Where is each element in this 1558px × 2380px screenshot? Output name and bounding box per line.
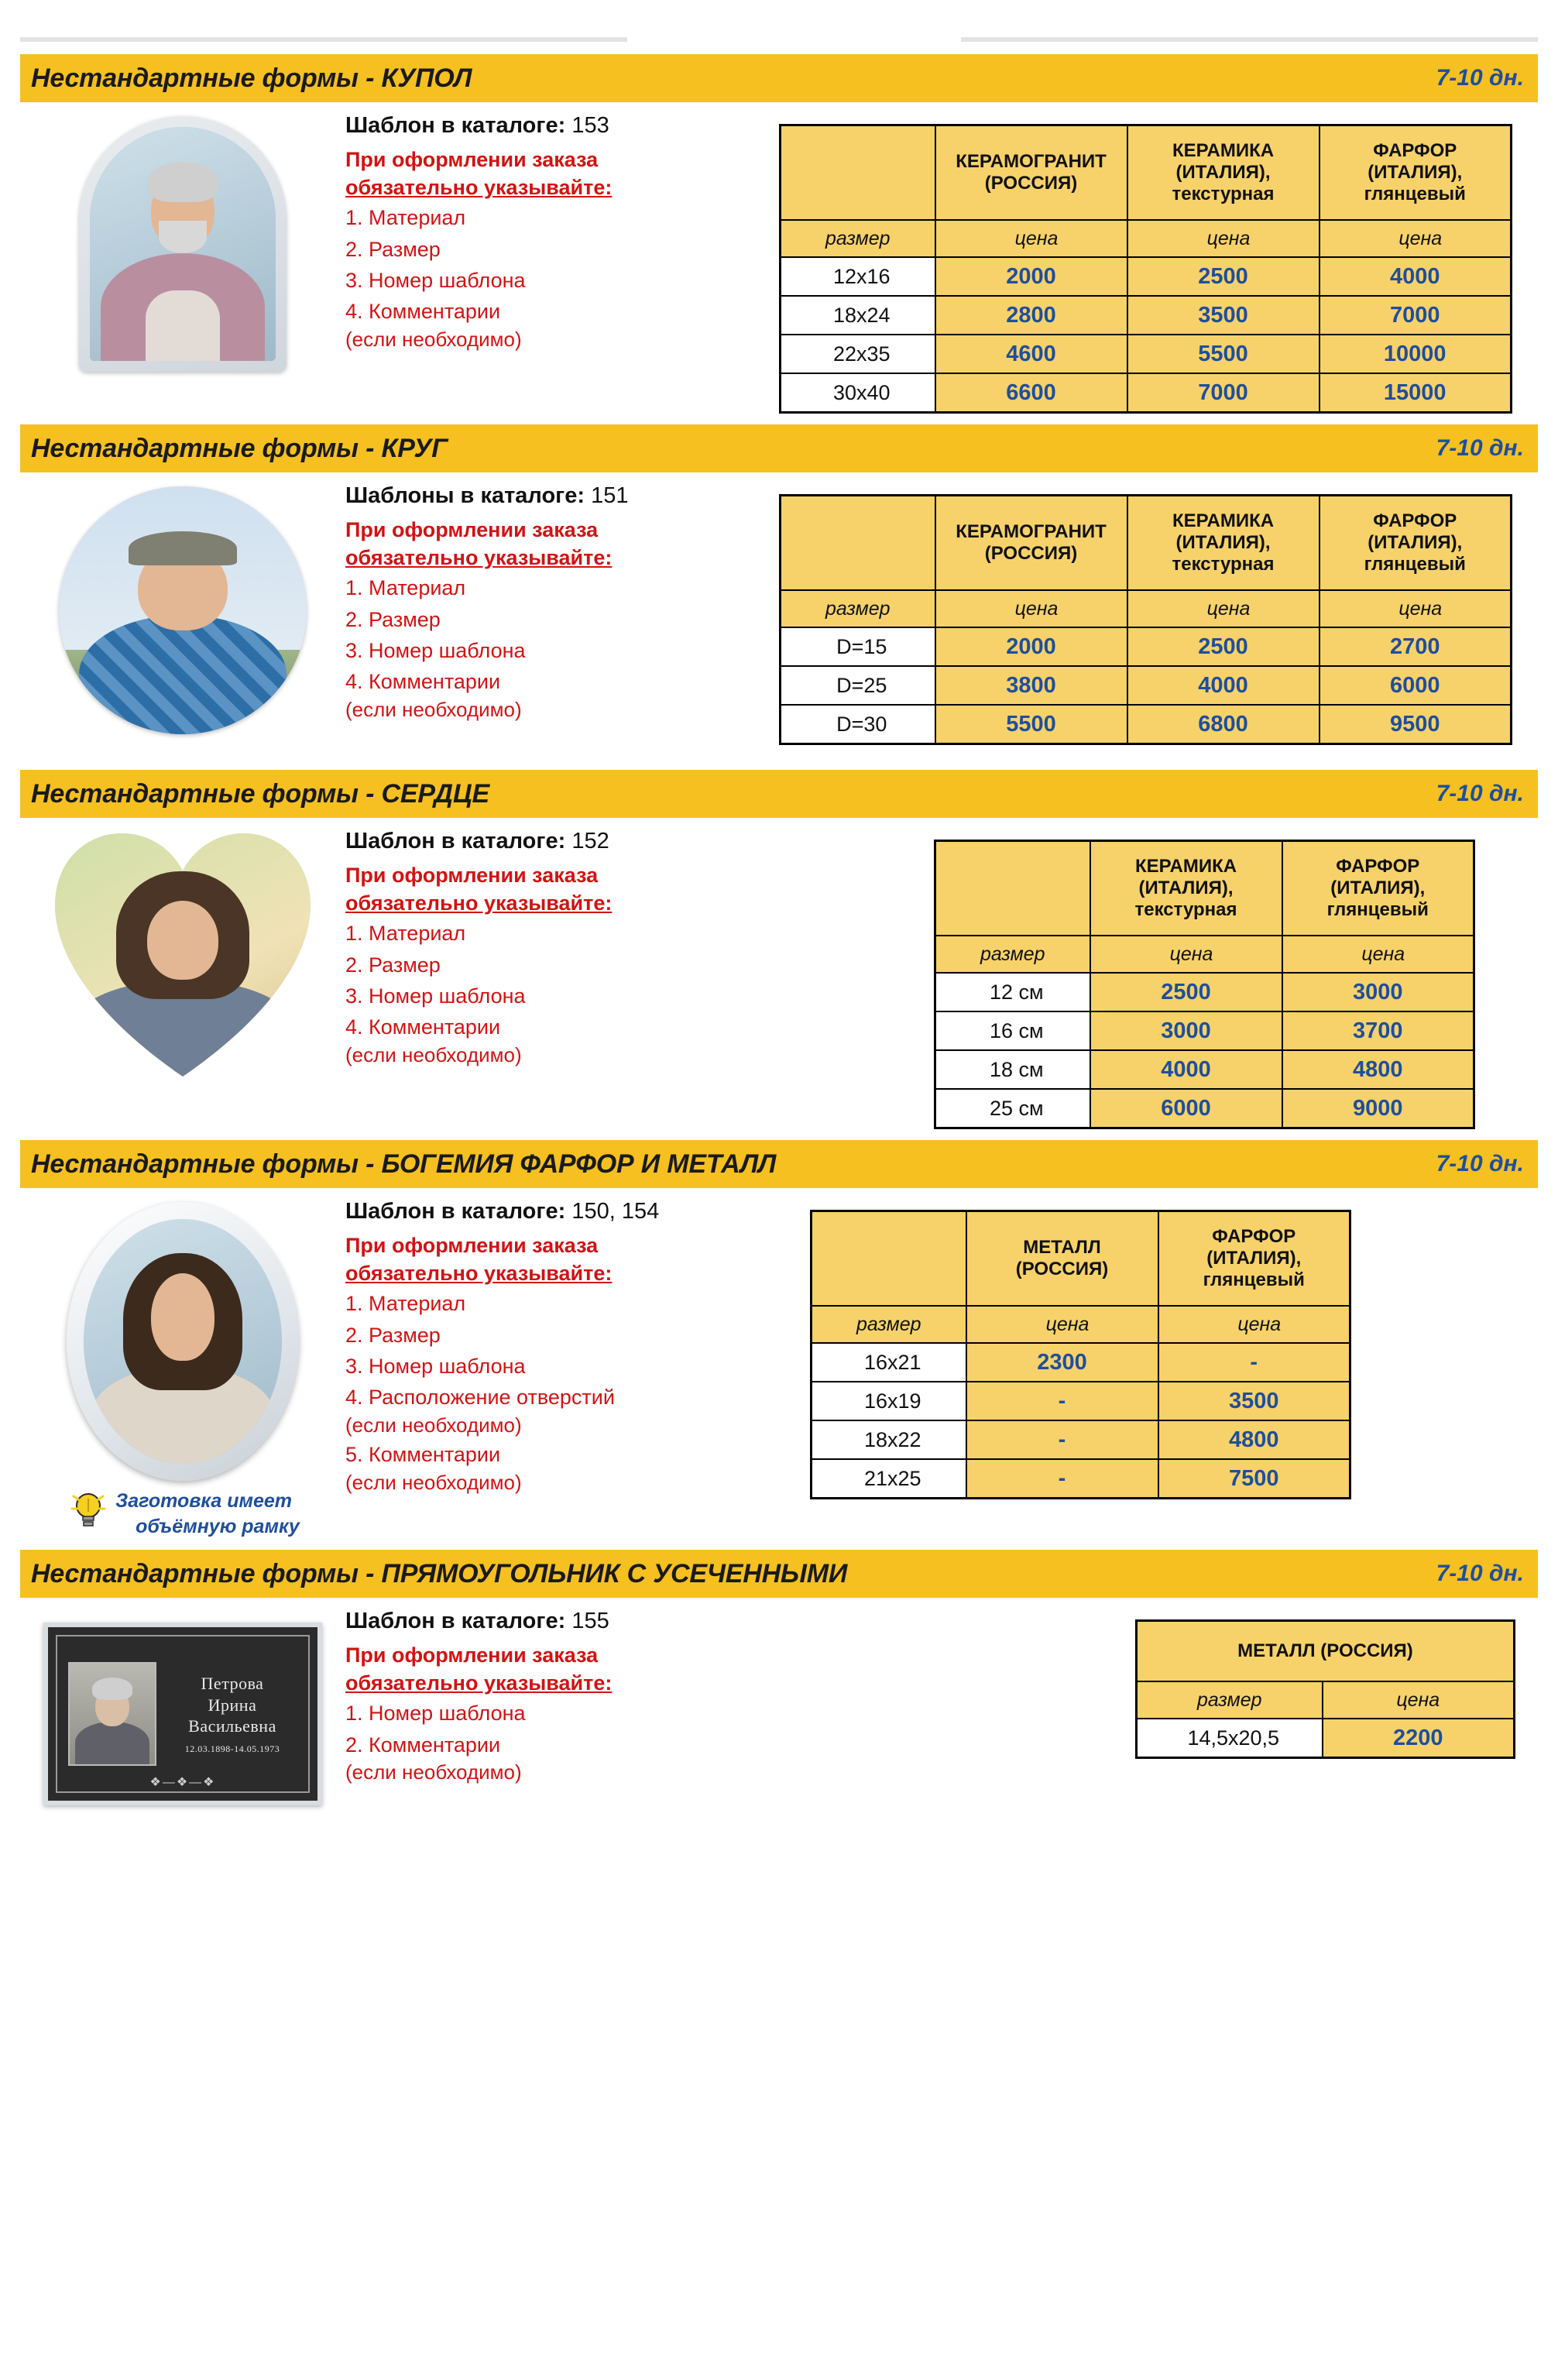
info-column xyxy=(345,1606,779,1786)
price-cell: 6000 xyxy=(1090,1089,1282,1128)
order-note-line1: При оформлении заказа xyxy=(345,864,599,887)
template-value: 155 xyxy=(571,1609,609,1633)
price-header: цена xyxy=(1319,590,1512,627)
table-row xyxy=(781,627,1512,666)
price-cell: 10000 xyxy=(1319,335,1512,373)
list-item: 4. Комментарии xyxy=(345,670,501,694)
plaque-name-line1: Петрова xyxy=(201,1674,264,1694)
table-column xyxy=(779,1196,1538,1499)
price-cell: 4800 xyxy=(1158,1420,1350,1459)
table-row xyxy=(781,666,1512,705)
info-column xyxy=(345,826,779,1068)
page-top-strip xyxy=(20,0,1538,43)
price-table-heart xyxy=(934,840,1475,1129)
material-line1: ФАРФОР xyxy=(1373,139,1457,161)
material-line1: МЕТАЛЛ xyxy=(1023,1236,1101,1258)
price-cell: 2500 xyxy=(1127,627,1319,666)
size-cell: 16x21 xyxy=(812,1343,966,1382)
price-table-rectangle xyxy=(1135,1619,1515,1759)
material-header xyxy=(1127,125,1319,221)
order-note-line2: обязательно указывайте: xyxy=(345,175,613,199)
price-header: цена xyxy=(1090,936,1282,973)
size-cell: 16 см xyxy=(935,1011,1090,1050)
order-note-line1: При оформлении заказа xyxy=(345,1643,599,1667)
table-row xyxy=(812,1382,1350,1420)
table-column xyxy=(779,1606,1538,1759)
tip-line1: Заготовка имеет xyxy=(115,1490,293,1512)
size-header: размер xyxy=(1137,1681,1323,1719)
list-item: 2. Комментарии xyxy=(345,1733,501,1757)
size-header: размер xyxy=(812,1306,966,1343)
list-item: 5. Комментарии xyxy=(345,1443,501,1467)
size-cell: D=15 xyxy=(781,627,935,666)
size-cell: 21x25 xyxy=(812,1459,966,1499)
size-cell: 18 см xyxy=(935,1050,1090,1089)
table-row xyxy=(812,1459,1350,1499)
material-line1: КЕРАМОГРАНИТ xyxy=(956,150,1107,172)
plaque-photo-sample xyxy=(43,1623,322,1805)
list-item: 3. Номер шаблона xyxy=(345,268,526,292)
table-header-row xyxy=(812,1211,1350,1307)
material-line3: глянцевый xyxy=(1364,554,1466,575)
section-term: 7-10 дн. xyxy=(1436,1151,1524,1176)
price-header: цена xyxy=(1319,220,1512,257)
list-item: 3. Номер шаблона xyxy=(345,638,526,662)
price-cell: - xyxy=(966,1459,1158,1499)
price-cell: - xyxy=(966,1382,1158,1420)
section-body-rectangle xyxy=(20,1598,1538,1805)
tip-line2: объёмную рамку xyxy=(136,1515,300,1537)
material-line3: текстурная xyxy=(1172,184,1275,205)
material-line2: (ИТАЛИЯ), xyxy=(1175,531,1271,553)
material-line1: ФАРФОР xyxy=(1336,855,1420,877)
tip-row xyxy=(66,1489,300,1539)
material-line3: глянцевый xyxy=(1203,1269,1305,1291)
size-cell: 22x35 xyxy=(781,335,935,373)
table-corner-cell xyxy=(935,841,1090,936)
material-line2: (ИТАЛИЯ), xyxy=(1368,161,1463,183)
table-row xyxy=(935,1011,1474,1050)
template-value: 153 xyxy=(571,113,609,138)
price-cell: 2000 xyxy=(935,627,1127,666)
template-value: 150, 154 xyxy=(571,1199,660,1224)
optional-note: (если необходимо) xyxy=(345,1760,522,1784)
section-body-dome xyxy=(20,102,1538,414)
material-line3: глянцевый xyxy=(1326,899,1429,921)
material-line2: (ИТАЛИЯ), xyxy=(1368,531,1463,553)
price-cell: 4000 xyxy=(1090,1050,1282,1089)
price-cell: 3000 xyxy=(1090,1011,1282,1050)
section-term: 7-10 дн. xyxy=(1436,781,1524,806)
material-line1: КЕРАМОГРАНИТ xyxy=(956,520,1107,542)
material-header xyxy=(935,125,1127,221)
price-header: цена xyxy=(1127,590,1319,627)
material-line1: ФАРФОР xyxy=(1212,1225,1296,1247)
table-header-row xyxy=(781,125,1512,221)
plaque-ornament: ❖—❖—❖ xyxy=(149,1776,216,1789)
price-header: цена xyxy=(1127,220,1319,257)
heart-photo-sample xyxy=(55,832,311,1078)
material-header xyxy=(1319,496,1512,591)
size-cell: 30x40 xyxy=(781,373,935,413)
section-header-dome xyxy=(20,54,1538,102)
lightbulb-icon xyxy=(70,1490,106,1534)
circle-photo-sample xyxy=(59,486,307,734)
optional-note: (если необходимо) xyxy=(345,327,522,351)
list-item: 1. Номер шаблона xyxy=(345,1702,526,1726)
table-row xyxy=(935,973,1474,1011)
list-item: 2. Размер xyxy=(345,607,441,631)
list-item: 1. Материал xyxy=(345,576,466,600)
section-title: Нестандартные формы - ПРЯМОУГОЛЬНИК С УСЕЧЕННЫМИ xyxy=(31,1558,848,1588)
price-header: цена xyxy=(935,590,1127,627)
plaque-name-line3: Васильевна xyxy=(188,1716,276,1736)
price-cell: 6800 xyxy=(1127,705,1319,744)
price-cell: 2700 xyxy=(1319,627,1512,666)
top-strip-left xyxy=(20,37,627,42)
price-cell: 4000 xyxy=(1127,666,1319,705)
order-note-line1: При оформлении заказа xyxy=(345,148,599,171)
list-item: 3. Номер шаблона xyxy=(345,984,526,1008)
price-cell: 4000 xyxy=(1319,257,1512,296)
size-header: размер xyxy=(781,590,935,627)
table-column xyxy=(779,110,1538,414)
template-label: Шаблоны в каталоге: xyxy=(345,483,585,508)
price-header: цена xyxy=(966,1306,1158,1343)
top-strip-right xyxy=(961,37,1538,42)
template-label: Шаблон в каталоге: xyxy=(345,1609,566,1633)
price-cell: 4800 xyxy=(1282,1050,1474,1089)
list-item: 2. Размер xyxy=(345,953,441,977)
table-subheader-row xyxy=(781,590,1512,627)
table-row xyxy=(935,1089,1474,1128)
tip-text xyxy=(115,1489,300,1539)
material-header xyxy=(1127,496,1319,591)
size-cell: 14,5x20,5 xyxy=(1137,1719,1323,1758)
template-line xyxy=(345,829,779,854)
price-header: цена xyxy=(1158,1306,1350,1343)
material-header xyxy=(935,496,1127,591)
price-cell: 3500 xyxy=(1127,296,1319,335)
size-cell: 16x19 xyxy=(812,1382,966,1420)
table-row xyxy=(781,373,1512,413)
price-table-circle xyxy=(779,494,1512,745)
size-cell: 18x22 xyxy=(812,1420,966,1459)
table-row xyxy=(781,705,1512,744)
material-line3: текстурная xyxy=(1134,899,1237,921)
photo-column xyxy=(20,1606,345,1805)
plaque-name-line2: Ирина xyxy=(208,1695,257,1715)
material-line1: КЕРАМИКА xyxy=(1172,510,1275,531)
price-header: цена xyxy=(935,220,1127,257)
material-line3: глянцевый xyxy=(1364,184,1466,205)
photo-column xyxy=(20,480,345,734)
price-cell: 7000 xyxy=(1319,296,1512,335)
price-header: цена xyxy=(1282,936,1474,973)
price-cell: 5500 xyxy=(1127,335,1319,373)
price-cell: 2200 xyxy=(1323,1719,1515,1758)
table-column xyxy=(779,480,1538,745)
table-corner-cell xyxy=(781,496,935,591)
material-header xyxy=(1282,841,1474,936)
oval-photo-sample xyxy=(67,1202,299,1481)
optional-note: (если необходимо) xyxy=(345,697,522,721)
info-column xyxy=(345,1196,779,1496)
size-header: размер xyxy=(781,220,935,257)
price-cell: 2300 xyxy=(966,1343,1158,1382)
table-row xyxy=(781,335,1512,373)
template-value: 151 xyxy=(591,483,629,508)
template-label: Шаблон в каталоге: xyxy=(345,1199,566,1224)
material-line2: (ИТАЛИЯ), xyxy=(1175,161,1271,183)
section-term: 7-10 дн. xyxy=(1436,1561,1524,1586)
price-cell: 2000 xyxy=(935,257,1127,296)
order-note-line2: обязательно указывайте: xyxy=(345,1261,613,1285)
table-row xyxy=(781,257,1512,296)
order-note-line1: При оформлении заказа xyxy=(345,518,599,541)
price-cell: 2500 xyxy=(1127,257,1319,296)
table-subheader-row xyxy=(812,1306,1350,1343)
template-line xyxy=(345,1199,779,1224)
size-cell: D=25 xyxy=(781,666,935,705)
size-cell: 12x16 xyxy=(781,257,935,296)
price-cell: - xyxy=(1158,1343,1350,1382)
material-line2: (ИТАЛИЯ), xyxy=(1138,877,1234,898)
price-cell: - xyxy=(966,1420,1158,1459)
price-cell: 7500 xyxy=(1158,1459,1350,1499)
plaque-dates: 12.03.1898-14.05.1973 xyxy=(184,1743,280,1754)
price-cell: 4600 xyxy=(935,335,1127,373)
section-header-rectangle xyxy=(20,1550,1538,1598)
price-header: цена xyxy=(1323,1681,1515,1719)
material-line2: (РОССИЯ) xyxy=(984,173,1078,194)
section-header-circle xyxy=(20,424,1538,472)
material-header xyxy=(1158,1211,1350,1307)
material-line2: (РОССИЯ) xyxy=(1015,1259,1109,1279)
size-cell: 12 см xyxy=(935,973,1090,1011)
table-row xyxy=(812,1343,1350,1382)
price-cell: 9000 xyxy=(1282,1089,1474,1128)
table-header-row xyxy=(935,841,1474,936)
section-title: Нестандартные формы - КРУГ xyxy=(31,433,448,463)
table-subheader-row xyxy=(1137,1681,1515,1719)
order-note-line2: обязательно указывайте: xyxy=(345,1671,613,1695)
dome-photo-sample xyxy=(79,116,287,372)
price-cell: 5500 xyxy=(935,705,1127,744)
material-line3: текстурная xyxy=(1172,554,1275,575)
price-cell: 2500 xyxy=(1090,973,1282,1011)
order-note-line1: При оформлении заказа xyxy=(345,1234,599,1257)
price-table-dome xyxy=(779,124,1512,414)
price-cell: 9500 xyxy=(1319,705,1512,744)
table-subheader-row xyxy=(781,220,1512,257)
price-cell: 7000 xyxy=(1127,373,1319,413)
info-column xyxy=(345,480,779,723)
order-note-line2: обязательно указывайте: xyxy=(345,545,613,569)
section-body-circle xyxy=(20,472,1538,745)
optional-note: (если необходимо) xyxy=(345,1413,522,1437)
optional-note: (если необходимо) xyxy=(345,1470,522,1494)
material-line1: КЕРАМИКА xyxy=(1172,139,1275,161)
table-header-row xyxy=(781,496,1512,591)
price-cell: 3800 xyxy=(935,666,1127,705)
size-header: размер xyxy=(935,936,1090,973)
size-cell: 18x24 xyxy=(781,296,935,335)
template-line xyxy=(345,1609,779,1634)
price-cell: 3000 xyxy=(1282,973,1474,1011)
list-item: 2. Размер xyxy=(345,237,441,261)
optional-note: (если необходимо) xyxy=(345,1042,522,1066)
template-line xyxy=(345,113,779,139)
template-label: Шаблон в каталоге: xyxy=(345,829,566,853)
photo-column xyxy=(20,110,345,372)
material-header xyxy=(1319,125,1512,221)
price-table-bohemia xyxy=(810,1210,1351,1499)
size-cell: D=30 xyxy=(781,705,935,744)
material-header xyxy=(966,1211,1158,1307)
order-note-line2: обязательно указывайте: xyxy=(345,891,613,915)
section-header-heart xyxy=(20,770,1538,818)
info-column xyxy=(345,110,779,352)
list-item: 2. Размер xyxy=(345,1323,441,1347)
table-header-row xyxy=(1137,1621,1515,1682)
template-label: Шаблон в каталоге: xyxy=(345,113,566,138)
section-body-bohemia xyxy=(20,1188,1538,1539)
table-corner-cell xyxy=(781,125,935,221)
list-item: 1. Материал xyxy=(345,1292,466,1316)
photo-column xyxy=(20,1196,345,1539)
size-cell: 25 см xyxy=(935,1089,1090,1128)
section-header-bohemia xyxy=(20,1140,1538,1188)
material-line2: (ИТАЛИЯ), xyxy=(1206,1247,1302,1269)
price-cell: 3700 xyxy=(1282,1011,1474,1050)
section-title: Нестандартные формы - СЕРДЦЕ xyxy=(31,778,489,809)
list-item: 4. Комментарии xyxy=(345,1015,501,1039)
list-item: 3. Номер шаблона xyxy=(345,1354,526,1378)
table-row xyxy=(935,1050,1474,1089)
table-row xyxy=(812,1420,1350,1459)
price-cell: 3500 xyxy=(1158,1382,1350,1420)
template-value: 152 xyxy=(571,829,609,853)
material-header: МЕТАЛЛ (РОССИЯ) xyxy=(1137,1621,1515,1682)
material-line1: КЕРАМИКА xyxy=(1134,855,1237,877)
list-item: 4. Комментарии xyxy=(345,300,501,324)
price-cell: 2800 xyxy=(935,296,1127,335)
material-line1: ФАРФОР xyxy=(1373,510,1457,531)
material-line2: (ИТАЛИЯ), xyxy=(1330,877,1426,898)
table-column xyxy=(779,826,1538,1129)
list-item: 4. Расположение отверстий xyxy=(345,1386,615,1410)
plaque-portrait xyxy=(68,1662,156,1766)
price-cell: 6600 xyxy=(935,373,1127,413)
section-term: 7-10 дн. xyxy=(1436,435,1524,461)
section-body-heart xyxy=(20,818,1538,1129)
section-title: Нестандартные формы - БОГЕМИЯ ФАРФОР И МЕТАЛЛ xyxy=(31,1149,777,1179)
price-cell: 6000 xyxy=(1319,666,1512,705)
list-item: 1. Материал xyxy=(345,922,466,946)
table-row xyxy=(1137,1719,1515,1758)
section-title: Нестандартные формы - КУПОЛ xyxy=(31,63,472,93)
price-cell: 15000 xyxy=(1319,373,1512,413)
table-corner-cell xyxy=(812,1211,966,1307)
list-item: 1. Материал xyxy=(345,206,466,230)
material-header xyxy=(1090,841,1282,936)
table-row xyxy=(781,296,1512,335)
section-term: 7-10 дн. xyxy=(1436,65,1524,91)
table-subheader-row xyxy=(935,936,1474,973)
material-line2: (РОССИЯ) xyxy=(984,543,1078,564)
photo-column xyxy=(20,826,345,1078)
plaque-text xyxy=(156,1673,308,1755)
template-line xyxy=(345,483,779,509)
